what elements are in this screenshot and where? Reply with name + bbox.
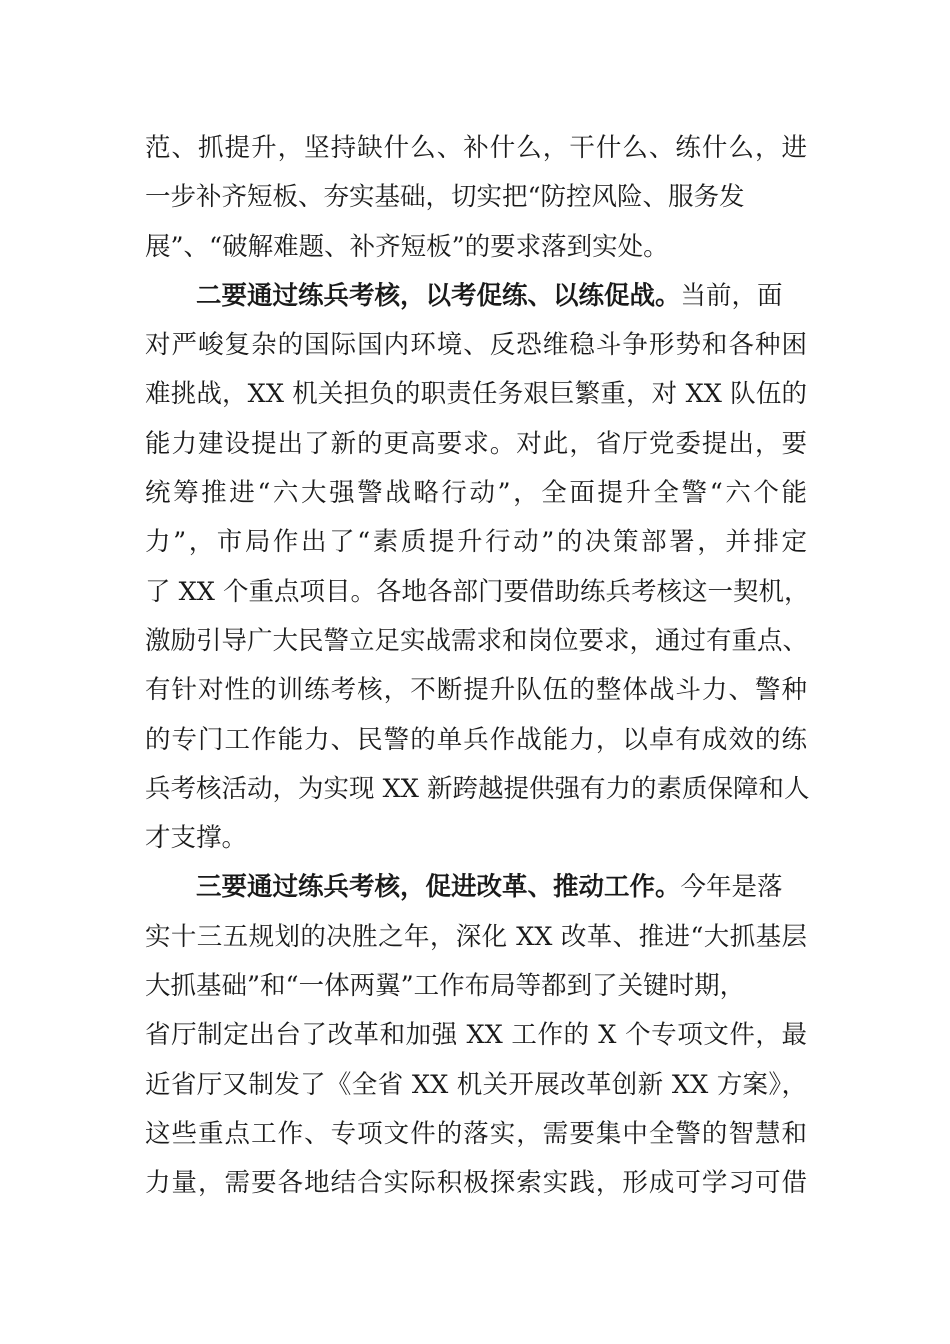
paragraph-2 [145,272,810,864]
paragraph-3 [145,863,807,1208]
text-line: 难挑战，XX 机关担负的职责任务艰巨繁重，对 XX 队伍的 [145,379,807,410]
text-line: 对严峻复杂的国际国内环境、反恐维稳斗争形势和各种困 [145,330,807,361]
text-line: 大抓基础”和“一体两翼”工作布局等都到了关键时期， [145,971,746,1002]
text-line: 近省厅又制发了《全省 XX 机关开展改革创新 XX 方案》， [145,1069,807,1100]
paragraph-heading: 二要通过练兵考核，以考促练、以练促战。 [196,280,681,311]
document-body [145,124,810,1209]
text-line: 兵考核活动，为实现 XX 新跨越提供强有力的素质保障和人 [145,773,810,804]
text-run: 当前，面 [680,280,783,311]
text-line: 了 XX 个重点项目。各地各部门要借助练兵考核这一契机， [145,576,810,607]
text-line: 的专门工作能力、民警的单兵作战能力，以卓有成效的练 [145,724,807,755]
text-line: 这些重点工作、专项文件的落实，需要集中全警的智慧和 [145,1118,807,1149]
text-line: 一步补齐短板、夯实基础，切实把“防控风险、服务发 [145,182,745,213]
text-run: 今年是落 [680,872,783,903]
text-line: 范、抓提升，坚持缺什么、补什么，干什么、练什么，进 [145,133,807,163]
paragraph-first-line [145,863,807,912]
text-line: 能力建设提出了新的更高要求。对此，省厅党委提出，要 [145,428,807,459]
paragraph-heading: 三要通过练兵考核，促进改革、推动工作。 [196,872,681,903]
text-line: 实十三五规划的决胜之年，深化 XX 改革、推进“大抓基层 [145,921,807,952]
text-line: 力量，需要各地结合实际积极探索实践，形成可学习可借 [145,1168,807,1199]
paragraph-first-line [145,272,807,321]
text-line: 统筹推进“六大强警战略行动”，全面提升全警“六个能 [145,478,807,509]
paragraph-1 [145,124,807,272]
text-line: 激励引导广大民警立足实战需求和岗位要求，通过有重点、 [145,625,809,656]
text-line: 省厅制定出台了改革和加强 XX 工作的 X 个专项文件，最 [145,1020,807,1051]
text-line: 展”、“破解难题、补齐短板”的要求落到实处。 [145,231,669,262]
text-line: 才支撑。 [145,823,248,854]
text-line: 有针对性的训练考核，不断提升队伍的整体战斗力、警种 [145,675,807,706]
text-line: 力”，市局作出了“素质提升行动”的决策部署，并排定 [145,527,807,558]
